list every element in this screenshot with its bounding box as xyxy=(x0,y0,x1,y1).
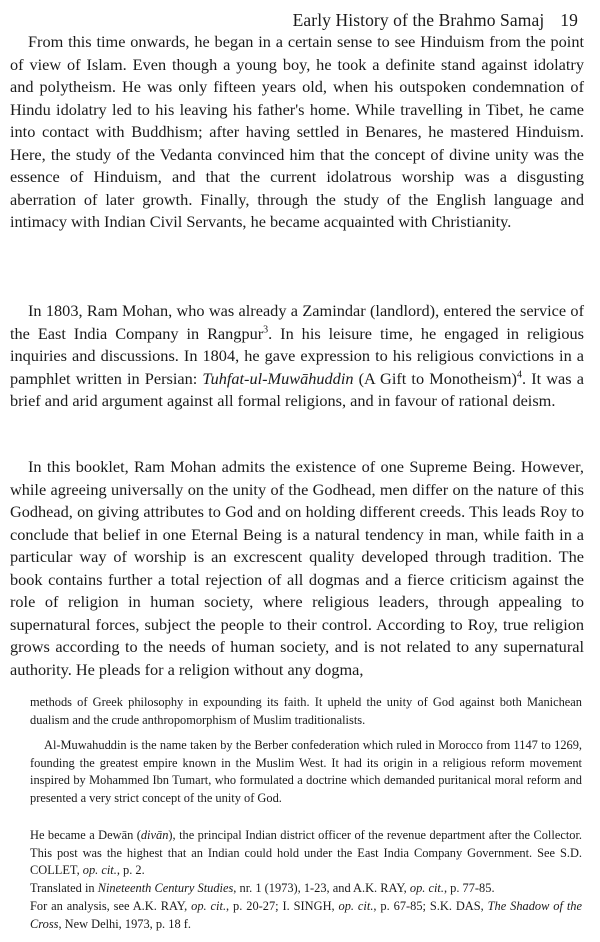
footnote-2: Al-Muwahuddin is the name taken by the Berber confederation which ruled in Morocco from 1147 to 1269, founding the greatest empire known in the Muslim West. It had its origin in a religious reform movement inspired by Mohammed Ibn Tumart, who formulated a doctrine which demanded puritanical moral reform and presented a very strict concept of the unity of God. xyxy=(30,738,582,805)
footnote-5-text-c: , p. 67-85; S.K. DAS, xyxy=(373,899,488,913)
footnote-5-text-d: , New Delhi, 1973, p. 18 f. xyxy=(58,916,191,931)
paragraph-1: From this time onwards, he began in a certain sense to see Hinduism from the point of view of Islam. Even though a young boy, he took a definite stand against idolatry and polytheism. He was only fifteen years old, when his outspoken condemnation of Hindu idolatry led to his leaving his father's home. While travelling in Tibet, he came into contact with Buddhism; after having settled in Benares, he mastered Hinduism. Here, the study of the Vedanta convinced him that the concept of divine unity was the essence of Hinduism, and that the current idolatrous worship was a disgusting aberration of later growth. Finally, through the study of the English language and intimacy with Indian Civil Servants, he became acquainted with Christianity. xyxy=(10,32,584,231)
paragraph-2-text-d: . It was a brief and arid argument against all formal religions, and in favour of rational deism. xyxy=(10,368,584,410)
running-title: Early History of the Brahmo Samaj xyxy=(292,10,545,30)
paragraph-3: In this booklet, Ram Mohan admits the existence of one Supreme Being. However, while agreeing universally on the unity of the Godhead, men differ on the nature of this Godhead, on giving attributes to God and on holding different creeds. This leads Roy to conclude that belief in one Eternal Being is a natural tendency in man, while faith in a particular way of worship is an excrescent quality developed through tradition. The book contains further a total rejection of all dogmas and a fierce criticism against the role of religion in human society, where religious leaders, through appealing to supernatural forces, subject the people to their control. According to Roy, true religion grows according to the needs of human society, and is not related to any supernatural authority. He pleads for a religion without any dogma, xyxy=(10,457,584,679)
running-header xyxy=(0,10,578,31)
footnote-4-text-b: , nr. 1 (1973), 1-23, and A.K. RAY, xyxy=(233,881,410,895)
footnote-5-cit-1: op. cit. xyxy=(191,899,227,913)
page-number: 19 xyxy=(560,10,578,30)
footnote-4 xyxy=(30,880,582,898)
footnote-1-continued: methods of Greek philosophy in expounding its faith. It upheld the unity of God against both Manichean dualism and the crude anthropomorphism of Muslim traditionalists. xyxy=(30,695,582,727)
paragraph-2-text-a: In 1803, Ram Mohan, who was already a Zamindar (landlord), entered the service of the East India Company in Rangpur xyxy=(10,301,584,343)
footnote-5-cit-2: op. cit. xyxy=(338,899,374,913)
pamphlet-title: Tuhfat-ul-Muwāhuddin xyxy=(202,368,354,388)
paragraph-2-text-b: . In his leisure time, he engaged in religious inquiries and discussions. In 1804, he gave expression to his religious convictions in a pamphlet written in Persian: xyxy=(10,323,584,388)
paragraph-2-text-c: (A Gift to Monotheism) xyxy=(353,368,517,388)
footnote-5-title: The Shadow of the Cross xyxy=(30,899,582,931)
footnote-4-title: Nineteenth Century Studies xyxy=(97,881,234,895)
footnote-3-cit: op. cit. xyxy=(82,863,117,878)
footnote-3-text-c: , p. 2. xyxy=(116,863,145,878)
footnote-ref-4: 4 xyxy=(516,369,522,381)
footnote-3-italic: divān xyxy=(140,828,169,842)
footnote-4-text-c: , p. 77-85. xyxy=(443,881,495,895)
footnote-3-text-b: ), the principal Indian district officer of the revenue department after the Collector. This post was the highest that an Indian could hold under the East India Company Government. See S.D. COLLET, xyxy=(30,828,582,878)
footnote-3-text-a: He became a Dewān ( xyxy=(30,828,141,842)
footnote-3 xyxy=(30,827,582,880)
footnote-4-cit: op. cit. xyxy=(409,881,444,895)
footnote-5 xyxy=(30,898,582,933)
paragraph-2 xyxy=(10,300,584,413)
footnote-5-text-b: , p. 20-27; I. SINGH, xyxy=(226,899,339,913)
footnote-ref-3: 3 xyxy=(263,324,269,336)
footnote-5-text-a: For an analysis, see A.K. RAY, xyxy=(30,899,192,913)
footnote-4-text-a: Translated in xyxy=(30,881,98,895)
